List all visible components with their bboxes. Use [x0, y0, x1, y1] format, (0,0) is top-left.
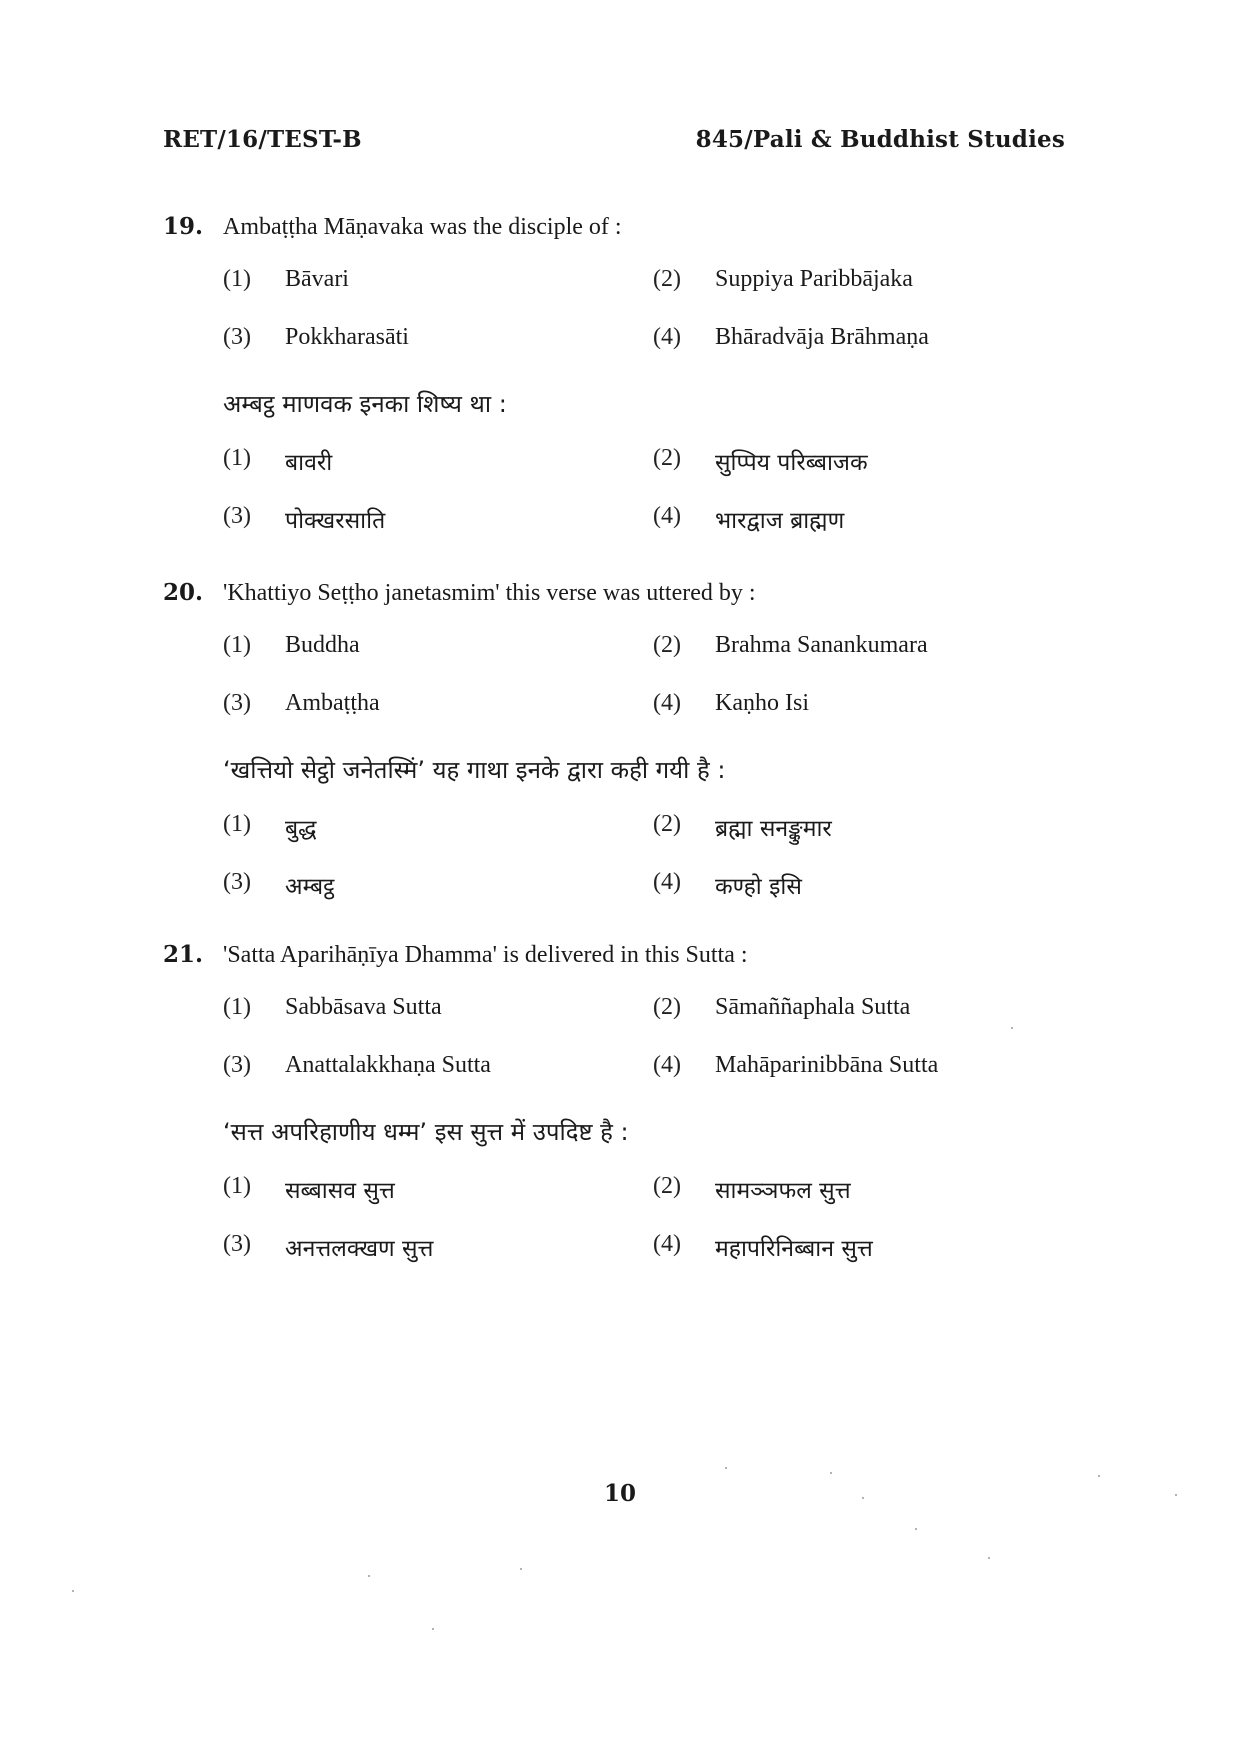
option-4 [653, 690, 1083, 717]
option-number: (2) [653, 811, 681, 837]
question-line [163, 578, 1063, 608]
question-19 [163, 212, 1063, 548]
question-text-en: 'Satta Aparihāṇīya Dhamma' is delivered in this Sutta : [223, 942, 748, 968]
question-number: 21. [163, 941, 204, 968]
option-number: (4) [653, 1051, 681, 1078]
option-text: Sabbāsava Sutta [285, 993, 442, 1020]
question-number: 19. [163, 213, 204, 240]
option-number: (3) [223, 503, 251, 529]
option-text: भारद्वाज ब्राह्मण [715, 508, 845, 534]
option-text: Kaṇho Isi [715, 689, 809, 716]
option-2 [653, 1173, 1083, 1205]
option-3 [223, 1231, 653, 1263]
option-4 [653, 869, 1083, 901]
option-number: (1) [223, 811, 251, 837]
question-21 [163, 940, 1063, 1276]
question-text-hi: ‘सत्त अपरिहाणीय धम्म’ इस सुत्त में उपदिष्ट है : [223, 1118, 629, 1146]
option-1 [223, 994, 653, 1021]
option-row [223, 432, 1043, 490]
option-1 [223, 632, 653, 659]
option-row [223, 674, 1043, 732]
scan-speck [1098, 1475, 1100, 1477]
options-hi [223, 1160, 1043, 1276]
option-number: (1) [223, 265, 251, 292]
option-2 [653, 445, 1083, 477]
option-text: Sāmaññaphala Sutta [715, 993, 911, 1020]
option-number: (4) [653, 323, 681, 350]
option-text: Mahāparinibbāna Sutta [715, 1051, 939, 1078]
question-line [163, 212, 1063, 242]
option-3 [223, 869, 653, 901]
scan-speck [1011, 1027, 1013, 1029]
question-text-en: 'Khattiyo Seṭṭho janetasmim' this verse was uttered by : [223, 580, 756, 606]
option-1 [223, 266, 653, 293]
scan-speck [988, 1557, 990, 1559]
options-hi [223, 432, 1043, 548]
options-en [223, 978, 1043, 1094]
option-text: बावरी [285, 450, 333, 476]
option-number: (3) [223, 323, 251, 350]
question-text-hi: ‘खत्तियो सेट्ठो जनेतस्मिं’ यह गाथा इनके द्वारा कही गयी है : [223, 756, 726, 784]
options-en [223, 616, 1043, 732]
option-text: Brahma Sanankumara [715, 631, 928, 658]
option-row [223, 1036, 1043, 1094]
option-3 [223, 690, 653, 717]
option-2 [653, 994, 1083, 1021]
option-number: (4) [653, 503, 681, 529]
option-3 [223, 324, 653, 351]
option-number: (3) [223, 689, 251, 716]
option-text: Pokkharasāti [285, 323, 409, 350]
option-number: (2) [653, 265, 681, 292]
option-4 [653, 1231, 1083, 1263]
option-4 [653, 503, 1083, 535]
options-en [223, 250, 1043, 366]
option-text: पोक्खरसाति [285, 508, 386, 534]
test-code: RET/16/TEST-B [163, 126, 362, 153]
option-row [223, 1218, 1043, 1276]
subject-title: 845/Pali & Buddhist Studies [695, 126, 1065, 153]
option-number: (2) [653, 993, 681, 1020]
option-number: (3) [223, 1231, 251, 1257]
option-text: सब्बासव सुत्त [285, 1178, 395, 1204]
scan-speck [1175, 1494, 1177, 1496]
option-text: Anattalakkhaṇa Sutta [285, 1051, 491, 1078]
option-text: महापरिनिब्बान सुत्त [715, 1236, 873, 1262]
option-text: ब्रह्मा सनङ्कुमार [715, 816, 832, 842]
option-2 [653, 632, 1083, 659]
option-row [223, 308, 1043, 366]
scan-speck [432, 1628, 434, 1630]
option-row [223, 856, 1043, 914]
scan-speck [862, 1497, 864, 1499]
option-text: अनत्तलक्खण सुत्त [285, 1236, 434, 1262]
option-text: Bāvari [285, 265, 349, 292]
option-text: Bhāradvāja Brāhmaṇa [715, 323, 929, 350]
option-text: Buddha [285, 631, 360, 658]
option-3 [223, 1052, 653, 1079]
option-text: कण्हो इसि [715, 874, 802, 900]
scan-speck [520, 1568, 522, 1570]
option-4 [653, 1052, 1083, 1079]
option-number: (4) [653, 869, 681, 895]
page-header [163, 126, 1065, 153]
scan-speck [915, 1528, 917, 1530]
options-hi [223, 798, 1043, 914]
option-number: (1) [223, 445, 251, 471]
option-2 [653, 266, 1083, 293]
page-number: 10 [603, 1480, 636, 1507]
option-number: (3) [223, 869, 251, 895]
option-number: (1) [223, 1173, 251, 1199]
scan-speck [830, 1472, 832, 1474]
option-row [223, 490, 1043, 548]
question-text-hi: अम्बट्ठ माणवक इनका शिष्य था : [223, 390, 507, 418]
scan-speck [368, 1575, 370, 1577]
option-text: अम्बट्ठ [285, 874, 335, 900]
option-row [223, 1160, 1043, 1218]
option-number: (3) [223, 1051, 251, 1078]
option-2 [653, 811, 1083, 843]
option-text: सामञ्ञफल सुत्त [715, 1178, 851, 1204]
option-1 [223, 445, 653, 477]
option-text: सुप्पिय परिब्बाजक [715, 450, 868, 476]
option-row [223, 798, 1043, 856]
option-1 [223, 1173, 653, 1205]
option-3 [223, 503, 653, 535]
question-number: 20. [163, 579, 204, 606]
option-row [223, 978, 1043, 1036]
option-text: बुद्ध [285, 816, 317, 842]
option-4 [653, 324, 1083, 351]
option-number: (4) [653, 689, 681, 716]
option-number: (1) [223, 631, 251, 658]
option-text: Suppiya Paribbājaka [715, 265, 913, 292]
option-1 [223, 811, 653, 843]
option-row [223, 250, 1043, 308]
question-text-en: Ambaṭṭha Māṇavaka was the disciple of : [223, 214, 622, 240]
question-line [163, 940, 1063, 970]
option-number: (2) [653, 445, 681, 471]
scan-speck [725, 1467, 727, 1469]
question-20 [163, 578, 1063, 914]
scan-speck [72, 1590, 74, 1592]
option-row [223, 616, 1043, 674]
option-text: Ambaṭṭha [285, 689, 380, 716]
option-number: (1) [223, 993, 251, 1020]
option-number: (2) [653, 1173, 681, 1199]
option-number: (2) [653, 631, 681, 658]
option-number: (4) [653, 1231, 681, 1257]
